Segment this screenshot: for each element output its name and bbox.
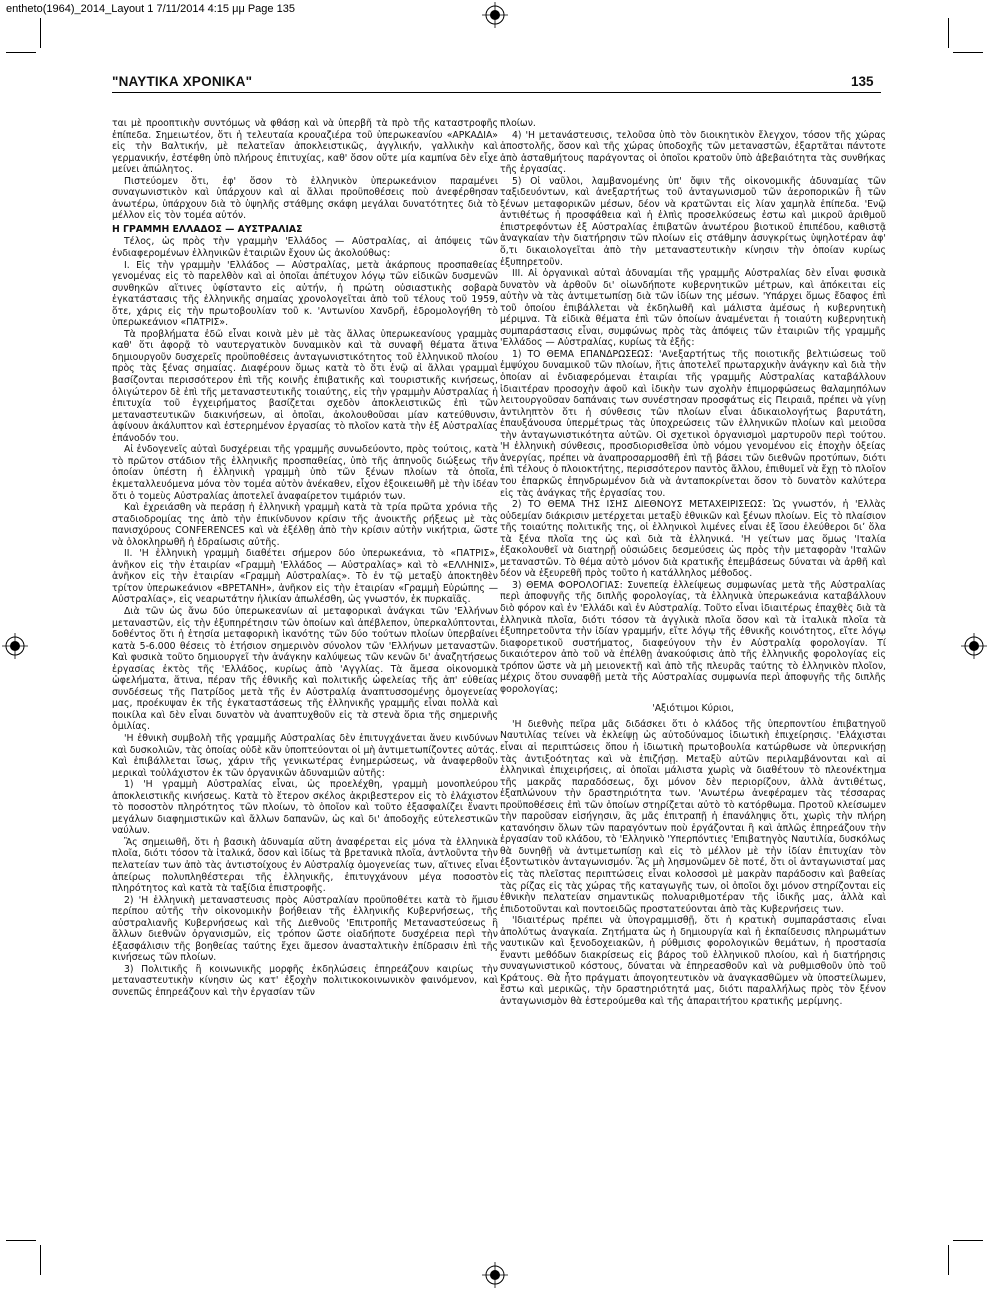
crop-mark	[40, 1245, 41, 1275]
paragraph: πλοίων.	[500, 118, 536, 129]
paragraph: 3) Πολιτικῆς ἢ κοινωνικῆς μορφῆς ἐκδηλώσεις ἐπηρεάζουν καιρίως τὴν μεταναστευτικὴν κίνησιν ὡς κατ' ἐξοχὴν πολιτικοκοινωνικὸν φαινόμενον, καὶ συνεπῶς ἐπηρεάζουν καὶ τὴν ἐργασίαν τῶν	[112, 963, 498, 999]
paragraph: 4) 'Η μετανάστευσις, τελοῦσα ὑπὸ τὸν διοικητικὸν ἔλεγχον, τόσον τῆς χώρας ἀποστολῆς, ὅσον καὶ τῆς χώρας ὑποδοχῆς τῶν μεταναστῶν, ἐξαρτᾶται πάντοτε ἀπὸ ἀσταθμήτους παράγοντας οἱ ὁποῖοι κρατοῦν ὑπὸ ἀβεβαιότητα τὰς συνθήκας τῆς ἐργασίας.	[500, 129, 886, 176]
crop-mark	[953, 1240, 983, 1241]
crop-mark	[6, 52, 36, 53]
paragraph: ται μὲ προοπτικὴν συντόμως νὰ φθάσῃ καὶ νὰ ὑπερβῆ τὰ πρὸ τῆς καταστροφῆς ἐπίπεδα. Σημειωτέον, ὅτι ἡ τελευταία κρουαζιέρα τοῦ ὑπερωκεανίου «ΑΡΚΑΔΙΑ» εἰς τὴν Βαλτικήν, μὲ πελατεῖαν ἀποκλειστικῶς, ἀγγλικήν, γαλλικὴν καὶ γερμανικήν, ἐστέφθη ὑπὸ πλήρους ἐπιτυχίας, καθ' ὅσον οὔτε μία καμπίνα δὲν εἶχε μείνει ἀπώλητος.	[112, 118, 498, 176]
crop-mark	[40, 18, 41, 48]
page-number: 135	[851, 74, 874, 89]
registration-mark-right-icon	[961, 633, 987, 659]
header-rule	[112, 92, 881, 93]
paragraph: Πιστεύομεν ὅτι, ἐφ' ὅσον τὸ ἑλληνικὸν ὑπερωκεάνιον παραμένει συναγωνιστικὸν καὶ ὑπάρχουν καὶ αἱ ἄλλαι προϋποθέσεις ποὺ ἀνεφέρθησαν ἀνωτέρω, ὑπάρχουν διὰ τὸ ὑψηλῆς στάθμης σκάφη μεγάλαι δυνατότητες διὰ τὸ μέλλον εἰς τὸν τομέα αὐτόν.	[112, 175, 498, 222]
running-header-title: "ΝΑΥΤΙΚΑ ΧΡΟΝΙΚΑ"	[112, 74, 253, 89]
paragraph: 'Η διεθνὴς πεῖρα μᾶς διδάσκει ὅτι ὁ κλάδος τῆς ὑπερποντίου ἐπιβατηγοῦ Ναυτιλίας τείνει νὰ ἐκλείψῃ ὡς αὐτοδύναμος ἰδιωτικὴ ἐπιχείρησις. 'Ελάχισται εἶναι αἱ περιπτώσεις ὅπου ἡ ἰδιωτικὴ πρωτοβουλία κατώρθωσε νὰ ὑπερνικήσῃ τὰς ἀντιξοότητας καὶ νὰ ἐπιζήσῃ. Μεταξὺ αὐτῶν περιλαμβάνονται καὶ αἱ ἑλληνικαὶ ἐπιχειρήσεις, αἱ ὁποῖαι μάλιστα χωρὶς νὰ διαθέτουν τὸ πλεονέκτημα τῆς μακρᾶς παραδόσεως, ὄχι μόνον δὲν περιορίζουν, ἀλλὰ ἀντιθέτως, ἐξαπλώνουν τὴν δραστηριότητα των. 'Ανωτέρω ἀνεφέραμεν τὰς τέσσαρας προϋποθέσεις ἐπὶ τῶν ὁποίων στηρίζεται αὐτὸ τὸ κατόρθωμα. Προτοῦ κλείσωμεν τὴν παροῦσαν εἰσήγησιν, ἂς μᾶς ἐπιτραπῇ ἡ ἐπανάληψις ὅτι, χωρὶς τὴν πλήρη κατανόησιν ὅλων τῶν παραγόντων ποὺ ἐργάζονται ἢ καὶ ἁπλῶς ἐπηρεάζουν τὴν ἐργασίαν τοῦ κλάδου, τὸ 'Ελληνικὸ 'Υπερπόντιες 'Επιβατηγὸς Ναυτιλία, δυσκόλως θὰ δυνηθῇ νὰ ἀντιμετωπίσῃ καὶ εἰς τὸ μέλλον μὲ τὴν ἰδίαν ἐπιτυχίαν τὸν ἐξοντωτικὸν ἀνταγωνισμόν. Ἂς μὴ λησμονῶμεν δὲ ποτέ, ὅτι οἱ ἀνταγωνισταί μας εἰς τὰς πλεῖστας περιπτώσεις εἶναι κολοσσοὶ μὲ μακρὰν παράδοσιν καὶ βαθείας τὰς ρίζας εἰς τὰς χώρας τῆς καταγωγῆς των, οἱ ὁποῖοι ὄχι μόνον στηρίζονται εἰς ἐθνικὴν πελατείαν σημαντικῶς πολυαριθμοτέραν τῆς ἰδικῆς μας, ἀλλὰ καὶ ἐπιδοτοῦνται καὶ ποντοειδῶς προστατεύονται ἀπὸ τὰς Κυβερνήσεις των.	[500, 718, 886, 915]
paragraph: ΙΙ. 'Η ἑλληνικὴ γραμμὴ διαθέτει σήμερον δύο ὑπερωκεάνια, τὸ «ΠΑΤΡΙΣ», ἀνῆκον εἰς τὴν ἑταιρίαν «Γραμμὴ 'Ελλάδος — Αὐστραλίας» καὶ τὸ «ΕΛΛΗΝΙΣ», ἀνῆκον εἰς τὴν ἑταιρίαν «Γραμμὴ Αὐστραλίας». Τὸ ἐν τῷ μεταξὺ ἀποκτηθὲν τρίτον ὑπερωκεάνιον «ΒΡΕΤΑΝΗ», ἀνῆκον εἰς τὴν ἑταιρίαν «Γραμμὴ Εὐρώπης — Αὐστραλίας», εἰς νεαρωτάτην ἡλικίαν ἀπωλέσθη, ὡς γνωστόν, ἐκ πυρκαϊᾶς.	[112, 548, 498, 606]
paragraph: Ἃς σημειωθῆ, ὅτι ἡ βασικὴ ἀδυναμία αὕτη ἀναφέρεται εἰς μόνα τὰ ἑλληνικὰ πλοῖα, διότι τόσον τὰ ἰταλικά, ὅσον καὶ ἰδίως τὰ βρετανικὰ πλοῖα, ἀντλοῦντα τὴν πελατείαν των ἀπὸ τὰς ἀντιστοίχους ἐν Αὐστραλίᾳ ὁμογενείας των, αἵτινες εἶναι ἀπείρως πολυπληθέστεραι τῆς ἑλληνικῆς, ἐπιτυγχάνουν μέγα ποσοστὸν πληρότητος καὶ κατὰ τὰ ταξίδια ἐπιστροφῆς.	[112, 836, 498, 895]
paragraph: Διὰ τῶν ὡς ἄνω δύο ὑπερωκεανίων αἱ μεταφορικαὶ ἀνάγκαι τῶν 'Ελλήνων μεταναστῶν, εἰς τὴν ἐξυπηρέτησιν τῶν ὁποίων καὶ ἀπέβλεπον, ὑπερκαλύπτονται, δοθέντος ὅτι ἡ ἐτησία μεταφορικὴ ἱκανότης τῶν δύο τούτων πλοίων ὑπερβαίνει κατὰ 5-6.000 θέσεις τὸ ἐτήσιον σημερινὸν σύνολον τῶν 'Ελλήνων μεταναστῶν. Καὶ φυσικὰ τοῦτο δημιουργεῖ τὴν ἀνάγκην καλύψεως τῶν κενῶν δι' ἀναζητήσεως ἐργασίας ἐκτὸς τῆς 'Ελλάδος, κυρίως ἀπὸ 'Αγγλίας. Τὰ ἄμεσα οἰκονομικὰ ὠφελήματα, ἅτινα, πέραν τῆς ἐθνικῆς καὶ πολιτικῆς ὠφελείας τῆς ἀπ' εὐθείας συνδέσεως τῆς Πατρίδος μετὰ τῆς ἐν Αὐστραλίᾳ ἀναπτυσσομένης ὁμογενείας μας, προέκυψαν ἐκ τῆς ἐγκαταστάσεως τῆς ἑλληνικῆς γραμμῆς εἶναι πολλὰ καὶ ποικίλα καὶ δὲν εἶναι δυνατὸν νὰ ἀναπτυχθοῦν εἰς τὰ στενὰ ὅρια τῆς σημερινῆς ὁμιλίας.	[112, 605, 498, 733]
salutation: 'Αξιότιμοι Κύριοι,	[652, 703, 734, 715]
paragraph: Τέλος, ὡς πρὸς τὴν γραμμὴν 'Ελλάδος — Αὐστραλίας, αἱ ἀπόψεις τῶν ἐνδιαφερομένων ἑλληνικῶν ἑταιριῶν ἔχουν ὡς ἀκολούθως:	[112, 236, 498, 260]
paragraph: 5) Οἱ ναῦλοι, λαμβανομένης ὑπ' ὄψιν τῆς οἰκονομικῆς ἀδυναμίας τῶν ταξιδευόντων, καὶ ἀνεξαρτήτως τοῦ ἀνταγωνισμοῦ τῶν ἀεροπορικῶν ἢ τῶν ξένων μεταφορικῶν μέσων, δέον νὰ κρατῶνται εἰς λίαν χαμηλὰ ἐπίπεδα. 'Ενῷ ἀντιθέτως ἡ προσφάθεια καὶ ἡ ἐλπὶς προσελκύσεως ἐστω καὶ μικροῦ ἀριθμοῦ ἐπιστρεφόντων ἐξ Αὐστραλίας ἐπιβατῶν ἀνωτέρου βιοτικοῦ ἐπιπέδου, καθιστᾷ ἀναγκαίαν τὴν διατήρησιν τῶν πλοίων εἰς στάθμην ἀσυγκρίτως ὑψηλοτέραν ἀφ' ὅ,τι δικαιολογεῖται ἀπὸ τὴν μεταναστευτικὴν κίνησιν τὴν ὁποίαν κυρίως ἐξυπηρετοῦν.	[500, 175, 886, 268]
paragraph: 1) ΤΟ ΘΕΜΑ ΕΠΑΝΔΡΩΣΕΩΣ: 'Ανεξαρτήτως τῆς ποιοτικῆς βελτιώσεως τοῦ ἐμψύχου δυναμικοῦ τῶν πλοίων, ἥτις ἀποτελεῖ πρωταρχικὴν ἀνάγκην καὶ διὰ τὴν ὁποίαν αἱ ἐνδιαφερόμεναι ἑταιρίαι τῆς γραμμῆς Αὐστραλίας καταβάλλουν ἰδιαιτέραν προσοχὴν ἀφοῦ καὶ ἰδικὴν των σχολὴν ἐπιμορφώσεως θαλαμηπόλων λειτουργοῦσαν δαπάναις των συνέστησαν προσφάτως εἰς Πειραιᾶ, πρέπει νὰ γίνῃ ἀντιληπτὸν ὅτι ἡ σύνθεσις τῶν πλοίων εἶναι ἀδικαιολογήτως βαρυτάτη, ἐπαυξάνουσα ὑπερμέτρως τὰς ὑποχρεώσεις τῶν ἑλληνικῶν πλοίων καὶ μειοῦσα τὴν ἀνταγωνιστικότητα αὐτῶν. Οἱ σχετικοὶ ὀργανισμοὶ μαρτυροῦν περὶ τούτου. 'Η ἑλληνικὴ σύνθεσις, προσδιορισθεῖσα ὑπὸ νόμου γενομένου εἰς ἐποχὴν ὀξείας ἀνεργίας, πρέπει νὰ ἀναπροσαρμοσθῆ ἐπὶ τῇ βάσει τῶν διεθνῶν προτύπων, διότι ἐπὶ τέλους ὁ πλοιοκτήτης, περισσότερον παντὸς ἄλλου, ἐπιθυμεῖ νὰ ἔχῃ τὸ πλοῖον του ἐπαρκῶς ἐπηνδρωμένον διὰ νὰ ἀνταποκρίνεται ὅσον τὸ δυνατὸν καλύτερα εἰς τὰς ἀνάγκας τῆς ἐργασίας του.	[500, 348, 886, 499]
left-column	[112, 118, 498, 999]
paragraph: 3) ΘΕΜΑ ΦΟΡΟΛΟΓΙΑΣ: Συνεπείᾳ ἐλλείψεως συμφωνίας μετὰ τῆς Αὐστραλίας περὶ ἀποφυγῆς τῆς διπλῆς φορολογίας, τὰ ἑλληνικὰ ὑπερωκεάνια καταβάλλουν διὸ φόρον καὶ ἐν 'Ελλάδι καὶ ἐν Αὐστραλίᾳ. Τοῦτο εἶναι ἰδιαιτέρως ἐπαχθὲς διὰ τὰ ἑλληνικὰ πλοῖα, διότι τόσον τὰ ἀγγλικὰ πλοῖα ὅσον καὶ τὰ ἰταλικὰ πλοῖα τὰ ἐξυπηρετοῦντα τὴν ἰδίαν γραμμήν, εἴτε λόγῳ τῆς ἐθνικῆς κοινότητος, εἴτε λόγῳ διαφορετικοῦ συστήματος, διαφεύγουν τὴν ἐν Αὐστραλίᾳ φορολογίαν. Τί δικαιότερον ἀπὸ τοῦ νὰ ἐπέλθῃ ἀνακούφισις ἀπὸ τῆς ἑλληνικῆς φορολογίας εἰς τρόπον ὥστε νὰ μὴ μειονεκτῇ καὶ ἀπὸ τῆς πλευρᾶς ταύτης τὸ ἑλληνικὸν πλοῖον, μέχρις ὅτου συναφθῇ μετὰ τῆς Αὐστραλίας συμφωνία περὶ ἀποφυγῆς τῆς διπλῆς φορολογίας;	[500, 579, 886, 695]
registration-mark-bottom-icon	[482, 1262, 508, 1288]
registration-mark-left-icon	[2, 633, 28, 659]
right-column	[500, 118, 886, 1008]
paragraph: Τὰ προβλήματα ἐδῶ εἶναι κοινὰ μὲν μὲ τὰς ἄλλας ὑπερωκεανίους γραμμὰς καθ' ὅτι ἀφορᾷ τὸ ναυτεργατικὸν δυναμικὸν καὶ τὰ συναφῆ θέματα ἅτινα δημιουργοῦν δυσχερεῖς προϋποθέσεις ἀνταγωνιστικότητος τοῦ ἑλληνικοῦ πλοίου πρὸς τὰς ξένας σημαίας. Διαφέρουν ὅμως κατὰ τὸ ὅτι ἐνῷ αἱ ἄλλαι γραμμαὶ βασίζονται περισσότερον ἐπὶ τῆς κοινῆς ἐπιβατικῆς καὶ τουριστικῆς κινήσεως, ὀλιγώτερον δὲ ἐπὶ τῆς μεταναστευτικῆς τοιαύτης, εἰς τὴν γραμμὴν Αὐστραλίας ἡ ἐπιτυχία τοῦ ἐγχειρήματος βασίζεται σχεδὸν ἀποκλειστικῶς ἐπὶ τῶν μεταναστευτικῶν διακινήσεων, αἱ ὁποῖαι, ἀκολουθοῦσαι μίαν κατεύθυνσιν, ἀφίνουν ἀκάλυπτον καὶ ἐστερημένον ἐργασίας τὸ πλοῖον κατὰ τὴν ἐξ Αὐστραλίας ἐπάνοδόν του.	[112, 328, 498, 444]
registration-mark-top-icon	[482, 2, 508, 28]
paragraph: 'Η ἐθνικὴ συμβολὴ τῆς γραμμῆς Αὐστραλίας δὲν ἐπιτυγχάνεται ἄνευ κινδύνων καὶ δυσκολιῶν, τὰς ὁποίας οὐδὲ κἂν ὑποπτεύονται οἱ μὴ ἀντιμετωπίζοντες αὐτάς. Καὶ ἐπιβάλλεται ἴσως, χάριν τῆς γενικωτέρας ἐνημερώσεως, νὰ ἀναφερθοῦν μερικαὶ τοὐλάχιστον ἐκ τῶν ὀργανικῶν ἀδυναμιῶν αὐτῆς:	[112, 732, 498, 779]
section-heading: Η ΓΡΑΜΜΗ ΕΛΛΑΔΟΣ — ΑΥΣΤΡΑΛΙΑΣ	[112, 223, 303, 235]
paragraph: ΙΙΙ. Αἱ ὀργανικαὶ αὐταὶ ἀδυναμίαι τῆς γραμμῆς Αὐστραλίας δὲν εἶναι φυσικὰ δυνατὸν νὰ ἀρθοῦν δι' οἱωνδήποτε κυβερνητικῶν μέτρων, καὶ ἀπόκειται εἰς αὐτὴν νὰ τὰς ἀντιμετωπίσῃ διὰ τῶν ἰδίων της μέσων. 'Υπάρχει ὅμως ἔδαφος ἐπὶ τοῦ ὁποίου ἐπιβάλλεται νὰ ἐκδηλωθῆ καὶ μάλιστα ἀμέσως ἡ κυβερνητικὴ μέριμνα. Τὰ εἰδικὰ θέματα ἐπὶ τῶν ὁποίων ἀναμένεται ἡ τοιαύτη κυβερνητικὴ συμπαράστασις εἶναι, συμφώνως πρὸς τὰς ἀπόψεις τῶν ἑταιριῶν τῆς γραμμῆς 'Ελλάδος — Αὐστραλίας, κυρίως τὰ ἑξῆς:	[500, 268, 886, 349]
paragraph: 2) 'Η ἑλληνικὴ μεταναστευσις πρὸς Αὐστραλίαν προϋποθέτει κατὰ τὸ ἥμισυ περίπου αὐτῆς τὴν οἰκονομικὴν βοήθειαν τῆς ἑλληνικῆς Κυβερνήσεως, τῆς αὐστραλιανῆς Κυβερνήσεως καὶ τῆς Διεθνοῦς 'Επιτροπῆς Μεταναστεύσεως ἢ ἄλλων διεθνῶν ὀργανισμῶν, εἰς τρόπον ὥστε οἱαδήποτε δυσχέρεια περὶ τὴν ἐξασφάλισιν τῆς βοηθείας ταύτης ἔχει ἄμεσον ἀνασταλτικὴν ἐπίδρασιν ἐπὶ τῆς κινήσεως τῶν πλοίων.	[112, 894, 498, 964]
paragraph: Καὶ ἐχρειάσθη νὰ περάσῃ ἡ ἑλληνικὴ γραμμὴ κατὰ τὰ τρία πρῶτα χρόνια τῆς σταδιοδρομίας της ἀπὸ τὴν ἐπικίνδυνον κρίσιν τῆς ἀνοικτῆς ρήξεως μὲ τὰς πανισχύρους CONFERENCES καὶ νὰ ἐξέλθῃ ἀπὸ τὴν κρίσιν αὐτὴν νικήτρια, ὥστε νὰ ὁλοκληρωθῆ ἡ ἑδραίωσις αὐτῆς.	[112, 502, 498, 548]
crop-mark	[948, 18, 949, 48]
paragraph: 2) ΤΟ ΘΕΜΑ ΤΗΣ ΙΣΗΣ ΔΙΕΘΝΟΥΣ ΜΕΤΑΧΕΙΡΙΣΕΩΣ: Ὡς γνωστόν, ἡ 'Ελλὰς οὐδεμίαν διάκρισιν μετέρχεται μεταξὺ ἐθνικῶν καὶ ξένων πλοίων. Εἰς τὸ πλαίσιον τῆς τοιαύτης πολιτικῆς της, οἱ ἑλληνικοὶ λιμένες εἶναι ἐξ ἴσου ἐλεύθεροι διʼ ὅλα τὰ ξένα πλοῖα της ὡς καὶ διὰ τὰ ἑλληνικά. 'Η γείτων μας ὅμως 'Ιταλία ἐξακολουθεῖ νὰ διατηρῇ οὐσιώδεις δεσμεύσεις ὡς πρὸς τὴν μεταφορὰν 'Ιταλῶν μεταναστῶν. Τὸ θέμα αὐτὸ μόνον διὰ κρατικῆς ἐπεμβάσεως δύναται νὰ ἀρθῆ καὶ δέον νὰ ἐξευρεθῆ πρὸς τοῦτο ἡ κατάλληλος μέθοδος.	[500, 499, 886, 580]
print-slug: entheto(1964)_2014_Layout 1 7/11/2014 4:15 μμ Page 135	[6, 3, 295, 15]
crop-mark	[953, 52, 983, 53]
crop-mark	[948, 1245, 949, 1275]
paragraph: Ι. Εἰς τὴν γραμμὴν 'Ελλάδος — Αὐστραλίας, μετὰ ἀκάρπους προσπαθείας γενομένας εἰς τὸ παρελθὸν καὶ αἱ ὁποῖαι ἀπέτυχον λόγῳ τῶν εἰδικῶν δυσμενῶν συνθηκῶν αἵτινες ὑφίσταντο εἰς αὐτήν, ἡ πρώτη οὐσιαστικὴς σοβαρὰ ἐγκατάστασις τῆς ἑλληνικῆς σημαίας χρονολογεῖται ἀπὸ τοῦ τέλους τοῦ 1959, ὅτε, χάρις εἰς τὴν πρωτοβουλίαν τοῦ κ. 'Αντωνίου Χανδρῆ, ἐδρομολογήθη τὸ ὑπερωκεάνιον «ΠΑΤΡΙΣ».	[112, 259, 498, 329]
paragraph: 1) 'Η γραμμὴ Αὐστραλίας εἶναι, ὡς προελέχθη, γραμμὴ μονοπλεύρου ἀποκλειστικῆς κινήσεως. Κατὰ τὸ ἕτερον σκέλος ἀκριβεστερον εἰς τὸ ἐλάχιστον τὸ ποσοστὸν πληρότητος τῶν πλοίων, τὸ ὁποῖον καὶ τοῦτο ἐξασφαλίζει ἔναντι μεγάλων διαφημιστικῶν καὶ ἄλλων δαπανῶν, ὡς καὶ δι' ἀποδοχῆς εὐτελεστικῶν ναύλων.	[112, 779, 498, 837]
paragraph: 'Ιδιαιτέρως πρέπει νὰ ὑπογραμμισθῇ, ὅτι ἡ κρατικὴ συμπαράστασις εἶναι ἀπολύτως ἀναγκαία. Ζητήματα ὡς ἡ δημιουργία καὶ ἡ ἐκπαίδευσις πληρωμάτων ναυτικῶν καὶ ξενοδοχειακῶν, ἡ ρύθμισις φορολογικῶν θεμάτων, ἡ προστασία ἔναντι μεθόδων διακρίσεως εἰς βάρος τοῦ ἑλληνικοῦ πλοίου, καὶ ἡ διατήρησις συναγωνιστικοῦ κόστους, δύναται νὰ ἐπηρεασθοῦν καὶ νὰ ρυθμισθοῦν ὑπὸ τοῦ Κράτους. Θὰ ἦτο πράγματι ἀπογοητευτικὸν νὰ ἀναγκασθῶμεν νὰ ὑποστείλωμεν, ἔστω καὶ μερικῶς, τὴν δραστηριότητά μας, διότι παραλλήλως πρὸς τὸν ξένον ἀνταγωνισμὸν θὰ ἐστερούμεθα καὶ τῆς ἀπαραιτήτου κρατικῆς μερίμνης.	[500, 915, 886, 1008]
crop-mark	[6, 1240, 36, 1241]
paragraph: Αἱ ἐνδογενεῖς αὐταὶ δυσχέρειαι τῆς γραμμῆς συνωδεύοντο, πρὸς τούτοις, κατὰ τὸ πρῶτον στάδιον τῆς ἑλληνικῆς προσπαθείας, ὑπὸ τῆς ἀπηνοῦς διώξεως τῆν ὁποίαν ὑπέστη ἡ ἑλληνικὴ γραμμὴ ὑπὸ τῶν ξένων πλοίων τὰ ὁποῖα, ἐκμεταλλευόμενα μόνα τὸν τομέα αὐτὸν ἀνέκαθεν, εἶχον ἐξοικειωθῆ μὲ τὴν ἰδέαν ὅτι ὁ τομεὺς Αὐστραλίας ἀποτελεῖ ἀναφαίρετον τιμάριόν των.	[112, 444, 498, 502]
